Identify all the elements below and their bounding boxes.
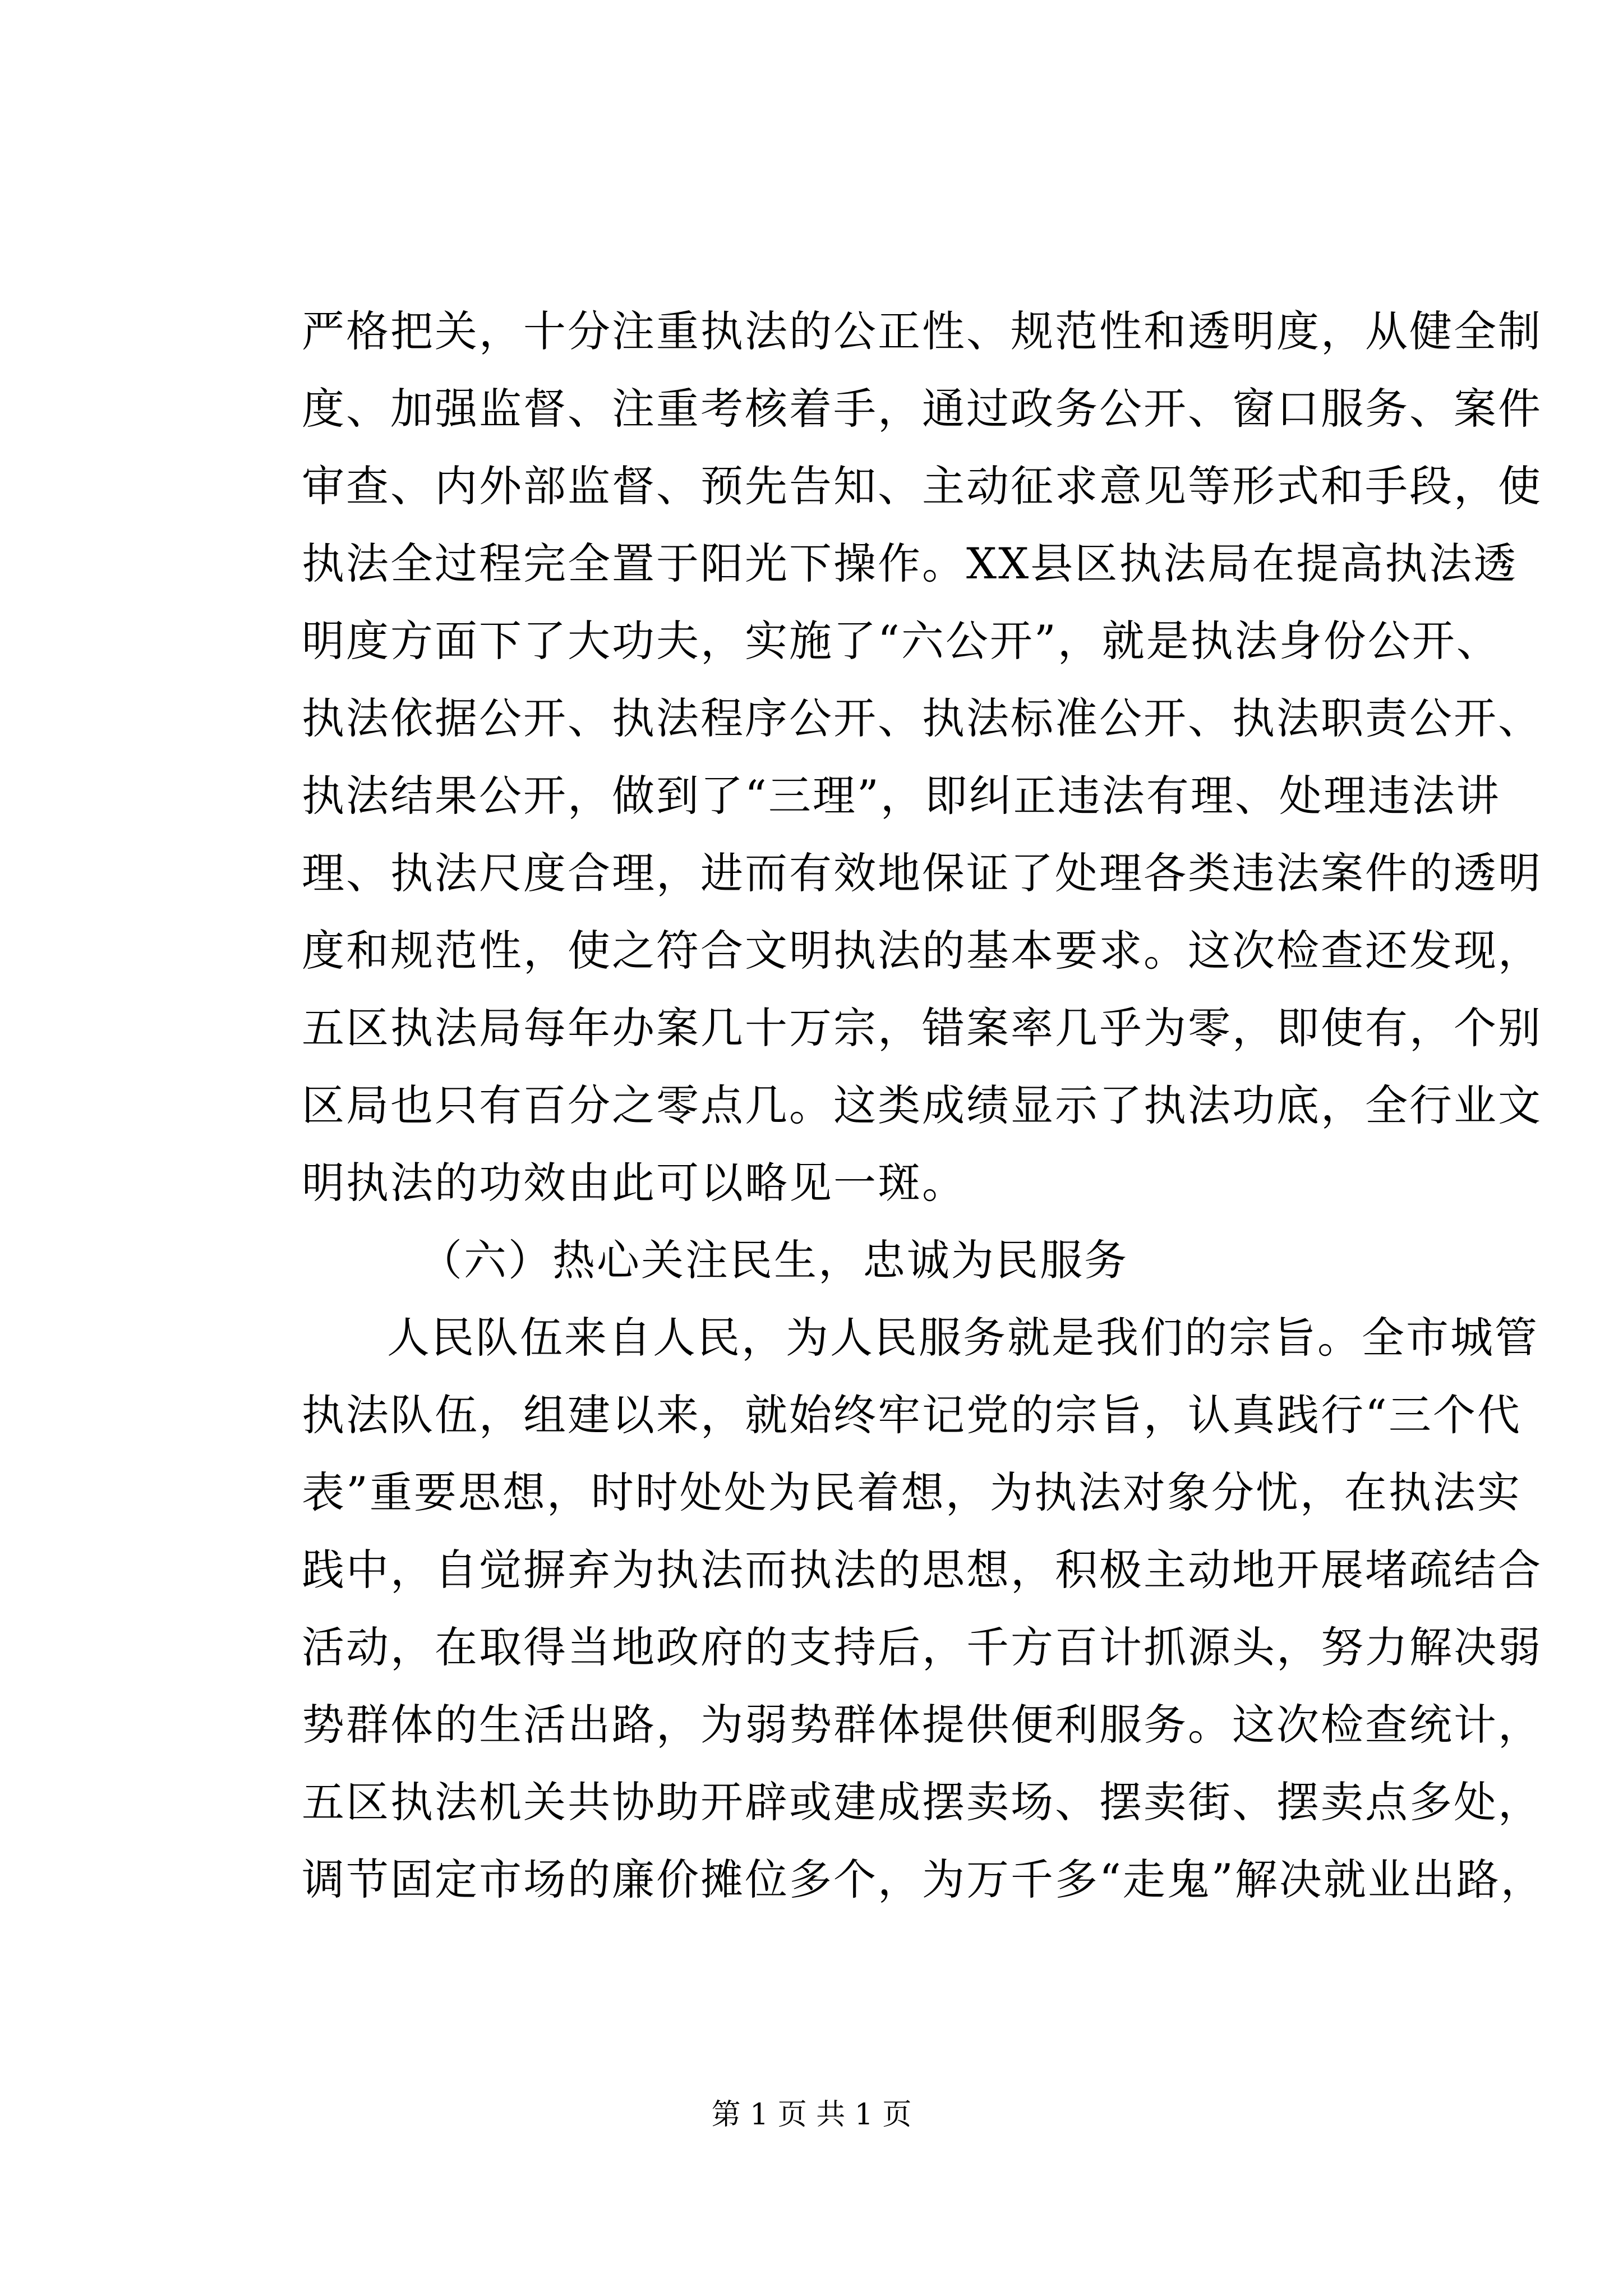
text-line: 践中，自觉摒弃为执法而执法的思想，积极主动地开展堵疏结合 <box>302 1545 1542 1595</box>
text-line: 度、加强监督、注重考核着手，通过政务公开、窗口服务、案件 <box>302 384 1542 434</box>
text-line: 调节固定市场的廉价摊位多个，为万千多“走鬼”解决就业出路， <box>302 1855 1545 1904</box>
body-text <box>302 293 1545 1918</box>
text-line: 审查、内外部监督、预先告知、主动征求意见等形式和手段，使 <box>302 461 1542 511</box>
text-line: 执法全过程完全置于阳光下操作。XX县区执法局在提高执法透 <box>302 539 1518 588</box>
text-line: 活动，在取得当地政府的支持后，千方百计抓源头，努力解决弱 <box>302 1622 1542 1672</box>
page-footer: 第 1 页 共 1 页 <box>711 2098 912 2132</box>
text-line: 明度方面下了大功夫，实施了“六公开”，就是执法身份公开、 <box>302 616 1501 666</box>
text-line: 执法队伍，组建以来，就始终牢记党的宗旨，认真践行“三个代 <box>302 1390 1521 1440</box>
text-line: 区局也只有百分之零点几。这类成绩显示了执法功底，全行业文 <box>302 1080 1542 1130</box>
text-line: 五区执法机关共协助开辟或建成摆卖场、摆卖街、摆卖点多处， <box>302 1777 1542 1827</box>
text-line: 明执法的功效由此可以略见一斑。 <box>302 1158 966 1208</box>
text-line: 表”重要思想，时时处处为民着想，为执法对象分忧，在执法实 <box>302 1467 1521 1517</box>
text-line: 五区执法局每年办案几十万宗，错案率几乎为零，即使有，个别 <box>302 1003 1542 1053</box>
text-line: 理、执法尺度合理，进而有效地保证了处理各类违法案件的透明 <box>302 848 1542 898</box>
text-line: 势群体的生活出路，为弱势群体提供便利服务。这次检查统计， <box>302 1700 1542 1750</box>
text-line: 执法结果公开，做到了“三理”，即纠正违法有理、处理违法讲 <box>302 771 1501 821</box>
section-heading: （六）热心关注民生，忠诚为民服务 <box>419 1235 1128 1285</box>
text-line: 严格把关，十分注重执法的公正性、规范性和透明度，从健全制 <box>302 306 1542 356</box>
text-line: 人民队伍来自人民，为人民服务就是我们的宗旨。全市城管 <box>387 1313 1539 1363</box>
text-line: 执法依据公开、执法程序公开、执法标准公开、执法职责公开、 <box>302 693 1542 743</box>
text-line: 度和规范性，使之符合文明执法的基本要求。这次检查还发现， <box>302 926 1542 976</box>
